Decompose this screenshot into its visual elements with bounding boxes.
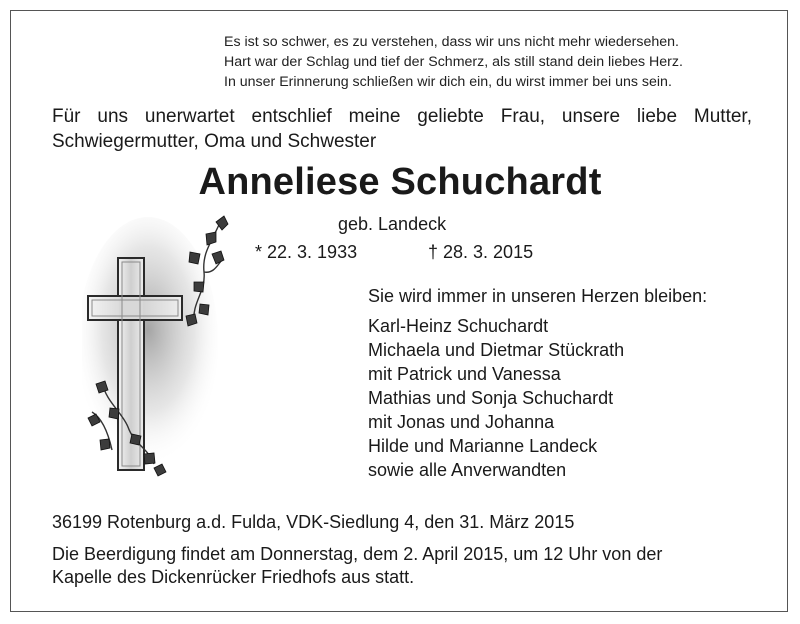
- intro-line: Für uns unerwartet entschlief meine geliebte Frau, unsere liebe Mutter,: [52, 106, 752, 127]
- birth-name: geb. Landeck: [338, 214, 447, 234]
- poem-line: Es ist so schwer, es zu verstehen, dass wir uns nicht mehr wiedersehen.: [224, 34, 679, 50]
- mourners-list: [368, 314, 768, 482]
- poem: [224, 32, 764, 92]
- mourner-name: Hilde und Marianne Landeck: [368, 436, 598, 456]
- mourner-name: mit Jonas und Johanna: [368, 412, 555, 432]
- mourners-block: [368, 284, 768, 482]
- mourner-name: Michaela und Dietmar Stückrath: [368, 340, 625, 360]
- funeral-line: Die Beerdigung findet am Donnerstag, dem 2. April 2015, um 12 Uhr von der: [52, 544, 663, 564]
- poem-line: In unser Erinnerung schließen wir dich ein, du wirst immer bei uns sein.: [224, 74, 672, 90]
- death-date: † 28. 3. 2015: [428, 242, 534, 262]
- funeral-line: Kapelle des Dickenrücker Friedhofs aus statt.: [52, 567, 415, 587]
- intro-text: [52, 104, 752, 154]
- intro-line: Schwiegermutter, Oma und Schwester: [52, 131, 377, 152]
- cross-with-ivy-icon: [82, 212, 230, 484]
- place-and-date: 36199 Rotenburg a.d. Fulda, VDK-Siedlung 4, den 31. März 2015: [52, 512, 575, 532]
- mourner-name: Karl-Heinz Schuchardt: [368, 316, 549, 336]
- birth-date: * 22. 3. 1933: [255, 242, 358, 262]
- poem-line: Hart war der Schlag und tief der Schmerz, als still stand dein liebes Herz.: [224, 54, 683, 70]
- mourner-name: mit Patrick und Vanessa: [368, 364, 561, 384]
- funeral-info: [52, 543, 752, 589]
- deceased-name: Anneliese Schuchardt: [198, 161, 602, 203]
- mourners-heading: Sie wird immer in unseren Herzen bleiben:: [368, 286, 708, 306]
- mourner-name: Mathias und Sonja Schuchardt: [368, 388, 614, 408]
- mourner-name: sowie alle Anverwandten: [368, 460, 567, 480]
